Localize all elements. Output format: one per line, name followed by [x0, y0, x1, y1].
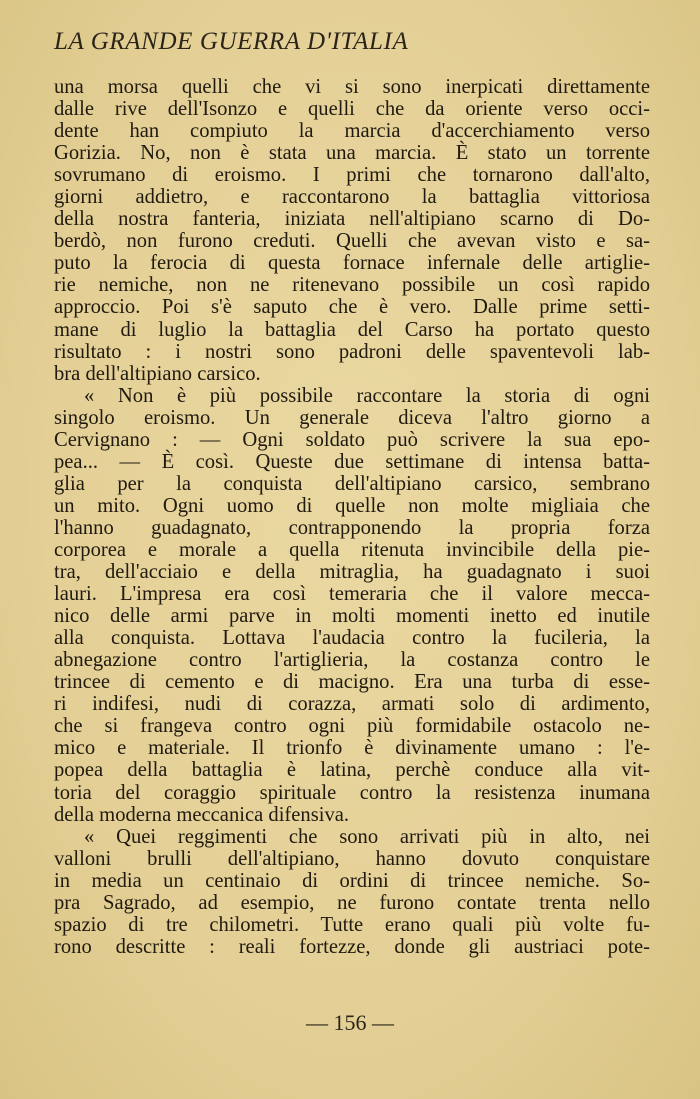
text-line: della nostra fanteria, iniziata nell'altipiano scarno di Do-: [54, 208, 650, 231]
text-line: ri indifesi, nudi di corazza, armati solo di ardimento,: [54, 693, 650, 716]
text-line: pea... — È così. Queste due settimane di intensa batta-: [54, 450, 650, 473]
text-line: un mito. Ogni uomo di quelle non molte migliaia che: [54, 494, 650, 517]
text-line: puto la ferocia di questa fornace infernale delle artiglie-: [54, 252, 650, 275]
text-line: dente han compiuto la marcia d'accerchiamento verso: [54, 120, 650, 143]
text-line: bra dell'altipiano carsico.: [54, 362, 261, 385]
running-head: LA GRANDE GUERRA D'ITALIA: [54, 28, 409, 55]
text-line: lauri. L'impresa era così temeraria che il valore mecca-: [54, 583, 650, 606]
text-line: alla conquista. Lottava l'audacia contro la fucileria, la: [54, 627, 650, 650]
text-line: « Quei reggimenti che sono arrivati più in alto, nei: [84, 825, 650, 848]
body-text: [54, 76, 650, 958]
text-line: una morsa quelli che vi si sono inerpicati direttamente: [54, 76, 650, 98]
text-line: corporea e morale a quella ritenuta invincibile della pie-: [54, 538, 650, 561]
text-line: sovrumano di eroismo. I primi che tornarono dall'alto,: [54, 164, 650, 187]
text-line: dalle rive dell'Isonzo e quelli che da oriente verso occi-: [54, 98, 650, 121]
text-line: mane di luglio la battaglia del Carso ha portato questo: [54, 318, 650, 341]
text-line: rie nemiche, non ne ritenevano possibile un così rapido: [54, 274, 650, 297]
text-line: pra Sagrado, ad esempio, ne furono contate trenta nello: [54, 891, 650, 914]
text-line: Gorizia. No, non è stata una marcia. È stato un torrente: [54, 142, 650, 165]
text-line: l'hanno guadagnato, contrapponendo la propria forza: [54, 516, 650, 539]
text-line: tra, dell'acciaio e della mitraglia, ha guadagnato i suoi: [54, 561, 650, 584]
text-line: in media un centinaio di ordini di trincee nemiche. So-: [54, 869, 650, 892]
text-line: trincee di cemento e di macigno. Era una turba di esse-: [54, 671, 650, 694]
text-line: « Non è più possibile raccontare la storia di ogni: [84, 384, 650, 407]
text-line: singolo eroismo. Un generale diceva l'altro giorno a: [54, 406, 650, 429]
text-line: popea della battaglia è latina, perchè conduce alla vit-: [54, 759, 650, 782]
text-line: approccio. Poi s'è saputo che è vero. Dalle prime setti-: [54, 296, 650, 319]
text-line: mico e materiale. Il trionfo è divinamente umano : l'e-: [54, 737, 650, 760]
text-line: valloni brulli dell'altipiano, hanno dovuto conquistare: [54, 847, 650, 870]
text-line: toria del coraggio spirituale contro la resistenza inumana: [54, 781, 650, 804]
text-line: nico delle armi parve in molti momenti inetto ed inutile: [54, 605, 650, 628]
text-line: giorni addietro, e raccontarono la battaglia vittoriosa: [54, 186, 650, 209]
text-line: abnegazione contro l'artiglieria, la costanza contro le: [54, 649, 650, 672]
page-number: — 156 —: [306, 1010, 394, 1035]
text-line: risultato : i nostri sono padroni delle spaventevoli lab-: [54, 340, 650, 363]
text-line: spazio di tre chilometri. Tutte erano quali più volte fu-: [54, 913, 650, 936]
text-line: berdò, non furono creduti. Quelli che avevan visto e sa-: [54, 230, 650, 253]
text-line: Cervignano : — Ogni soldato può scrivere la sua epo-: [54, 428, 650, 451]
text-line: della moderna meccanica difensiva.: [54, 803, 350, 826]
text-line: glia per la conquista dell'altipiano carsico, sembrano: [54, 472, 650, 495]
text-line: che si frangeva contro ogni più formidabile ostacolo ne-: [54, 715, 650, 738]
text-line: rono descritte : reali fortezze, donde gli austriaci pote-: [54, 935, 650, 958]
